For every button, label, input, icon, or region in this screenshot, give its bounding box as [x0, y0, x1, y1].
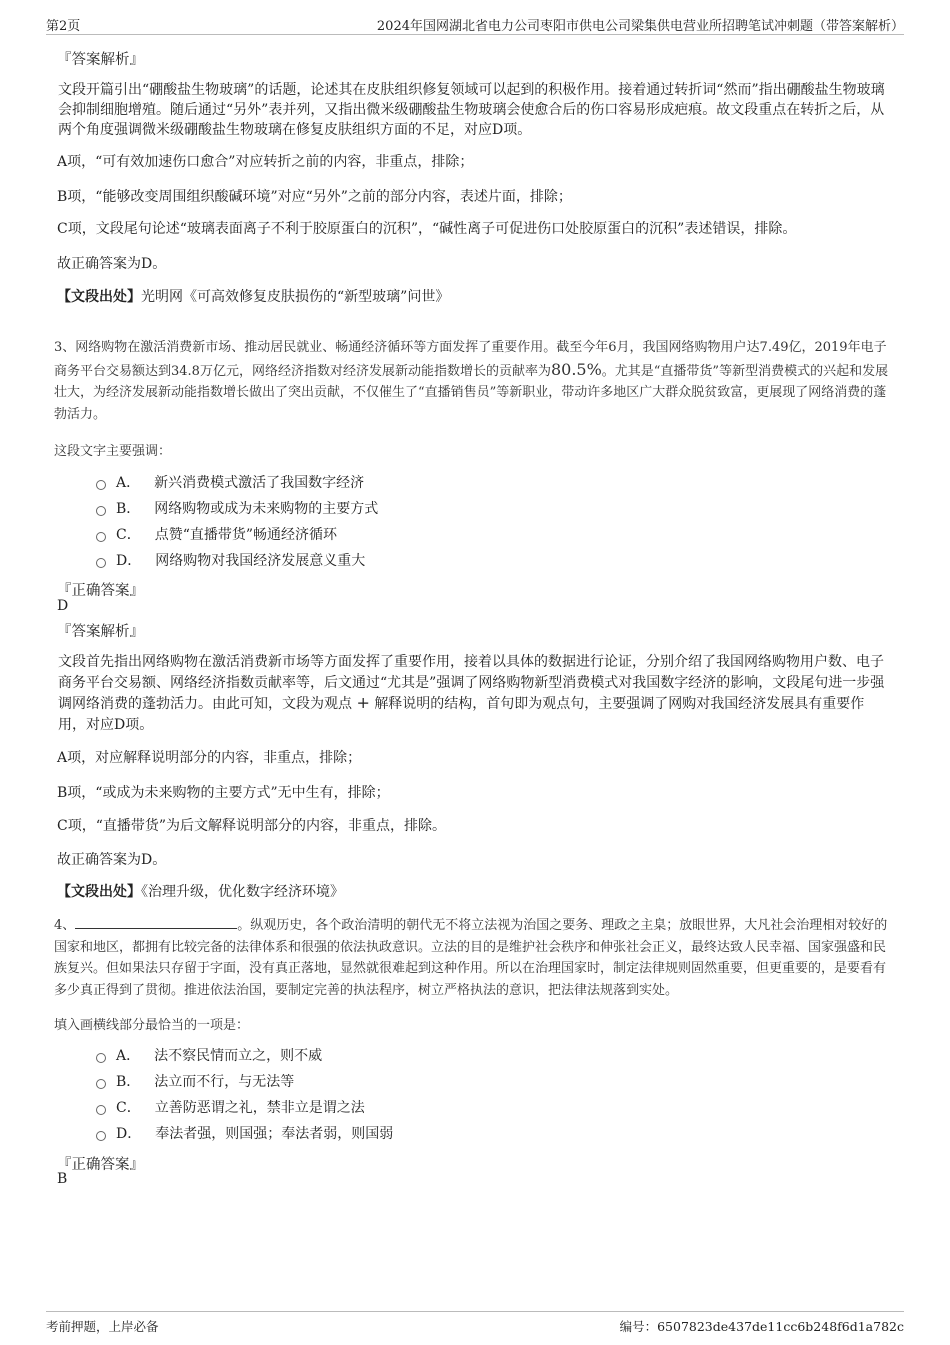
q3-answer: D [57, 598, 69, 614]
page-number: 第2页 [46, 19, 81, 34]
q3-answer-heading: 『正确答案』 [57, 583, 144, 599]
q3-option-c-note: C项，“直播带货”为后文解释说明部分的内容，非重点，排除。 [57, 818, 447, 834]
q2-option-a-note: A项，“可有效加速伤口愈合”对应转折之前的内容，非重点，排除； [57, 154, 474, 170]
document-id: 编号：6507823de437de11cc6b248f6d1a782c [619, 1319, 904, 1334]
q3-analysis-part2: 解释说明的结构，首句即为观点句，主要强调了网购对我国经济发展具有重要作用，对应D项。 [58, 696, 865, 733]
q4-option-d[interactable] [96, 1121, 393, 1145]
q3-stem-value: 80.5% [550, 359, 602, 379]
option-letter: A． [116, 1048, 141, 1064]
option-text: 法立而不行，与无法等 [154, 1074, 295, 1090]
q3-source [57, 881, 344, 901]
q3-analysis-part1: 文段首先指出网络购物在激活消费新市场等方面发挥了重要作用，接着以具体的数据进行论证，分别介绍了我国网络购物用户数、电子商务平台交易额、网络经济指数贡献率等，后文通过“尤其是”强调了网络购物新型消费模式对我国数字经济的影响，文段尾句进一步强调网络消费的蓬勃活力。由此可知，文段为观点 [58, 654, 885, 712]
q4-stem [54, 914, 896, 1001]
q4-option-c[interactable] [96, 1095, 365, 1119]
q4-number: 4、 [54, 918, 76, 933]
fill-in-blank [75, 914, 237, 929]
plus-symbol: + [356, 693, 370, 712]
q4-option-b[interactable] [96, 1069, 294, 1093]
document-title: 2024年国网湖北省电力公司枣阳市供电公司梁集供电营业所招聘笔试冲刺题（带答案解析） [376, 19, 904, 34]
q3-stem [54, 337, 896, 425]
q3-option-c[interactable] [96, 522, 337, 546]
q2-option-c-note: C项，文段尾句论述“玻璃表面离子不利于胶原蛋白的沉积”，“碱性离子可促进伤口处胶原蛋白的沉积”表述错误，排除。 [57, 221, 797, 237]
page-footer [46, 1311, 904, 1338]
radio-button[interactable] [96, 1131, 106, 1141]
option-letter: C． [116, 1100, 141, 1116]
page-header [46, 12, 904, 35]
q2-source [57, 286, 449, 306]
footer-slogan: 考前押题，上岸必备 [46, 1319, 159, 1334]
option-letter: A． [116, 475, 141, 491]
radio-button[interactable] [96, 1053, 106, 1063]
option-letter: C． [116, 527, 141, 543]
option-letter: B． [116, 1074, 141, 1090]
q3-option-b-note: B项，“或成为未来购物的主要方式”无中生有，排除； [57, 785, 390, 801]
option-letter: B． [116, 501, 141, 517]
q4-stem-text: 。纵观历史，各个政治清明的朝代无不将立法视为治国之要务、理政之主臬；放眼世界，大凡社会治理相对较好的国家和地区，都拥有比较完备的法律体系和很强的依法执政意识。立法的目的是维护社会秩序和伸张社会正义，最终达致人民幸福、国家强盛和民族复兴。但如果法只存留于字面，没有真正落地，显然就很难起到这种作用。所以在治理国家时，制定法律规则固然重要，但更重要的，是要看有多少真正得到了贯彻。推进依法治国，要制定完善的执法程序，树立严格执法的意识，把法律法规落到实处。 [54, 918, 888, 998]
q2-conclusion: 故正确答案为D。 [57, 256, 167, 272]
radio-button[interactable] [96, 1079, 106, 1089]
q3-analysis-heading: 『答案解析』 [57, 624, 144, 640]
q3-conclusion: 故正确答案为D。 [57, 852, 167, 868]
q3-stem-part2: 。尤其是“直播带货”等新型消费模式的兴起和发展壮大，为经济发展新动能指数增长做出了突出贡献，不仅催生了“直播销售员”等新职业，带动许多地区广大群众脱贫致富，更展现了网络消费的蓬勃活力。 [54, 363, 889, 422]
radio-button[interactable] [96, 1105, 106, 1115]
q2-source-text: 光明网《可高效修复皮肤损伤的“新型玻璃”问世》 [141, 289, 450, 305]
q3-option-d[interactable] [96, 548, 365, 572]
q4-answer: B [57, 1171, 68, 1187]
q3-analysis-text [58, 652, 890, 735]
q2-option-b-note: B项，“能够改变周围组织酸碱环境”对应“另外”之前的部分内容，表述片面，排除； [57, 189, 572, 205]
option-letter: D． [116, 1126, 142, 1142]
q4-answer-heading: 『正确答案』 [57, 1157, 144, 1173]
option-text: 网络购物或成为未来购物的主要方式 [154, 501, 379, 517]
option-text: 新兴消费模式激活了我国数字经济 [154, 475, 365, 491]
q3-source-text: 《治理升级，优化数字经济环境》 [141, 884, 344, 900]
q2-analysis-text: 文段开篇引出“硼酸盐生物玻璃”的话题，论述其在皮肤组织修复领域可以起到的积极作用。接着通过转折词“然而”指出硼酸盐生物玻璃会抑制细胞增殖。随后通过“另外”表并列，又指出微米级硼酸盐生物玻璃会使愈合后的伤口容易形成疤痕。故文段重点在转折之后，从两个角度强调微米级硼酸盐生物玻璃在修复皮肤组织方面的不足，对应D项。 [58, 82, 885, 138]
option-text: 立善防恶谓之礼，禁非立是谓之法 [154, 1100, 365, 1116]
option-text: 奉法者强，则国强；奉法者弱，则国弱 [155, 1126, 394, 1142]
radio-button[interactable] [96, 532, 106, 542]
q3-option-b[interactable] [96, 496, 378, 520]
q2-source-label: 【文段出处】 [57, 289, 141, 305]
q3-prompt: 这段文字主要强调： [54, 444, 172, 459]
option-text: 法不察民情而立之，则不威 [154, 1048, 323, 1064]
q4-prompt: 填入画横线部分最恰当的一项是： [54, 1018, 250, 1033]
q3-stem-part1: 3、网络购物在激活消费新市场、推动居民就业、畅通经济循环等方面发挥了重要作用。截至今年6月，我国网络购物用户达7.49亿，2019年电子商务平台交易额达到34.8万亿元，网络经济指数对经济发展新动能指数增长的贡献率为 [54, 340, 887, 379]
q2-analysis-heading: 『答案解析』 [57, 52, 144, 68]
option-text: 点赞“直播带货”畅通经济循环 [154, 527, 338, 543]
q3-option-a[interactable] [96, 470, 364, 494]
option-letter: D． [116, 553, 142, 569]
option-text: 网络购物对我国经济发展意义重大 [155, 553, 366, 569]
radio-button[interactable] [96, 506, 106, 516]
q3-source-label: 【文段出处】 [57, 884, 141, 900]
radio-button[interactable] [96, 558, 106, 568]
radio-button[interactable] [96, 480, 106, 490]
q3-option-a-note: A项，对应解释说明部分的内容，非重点，排除； [57, 750, 362, 766]
q4-option-a[interactable] [96, 1043, 322, 1067]
